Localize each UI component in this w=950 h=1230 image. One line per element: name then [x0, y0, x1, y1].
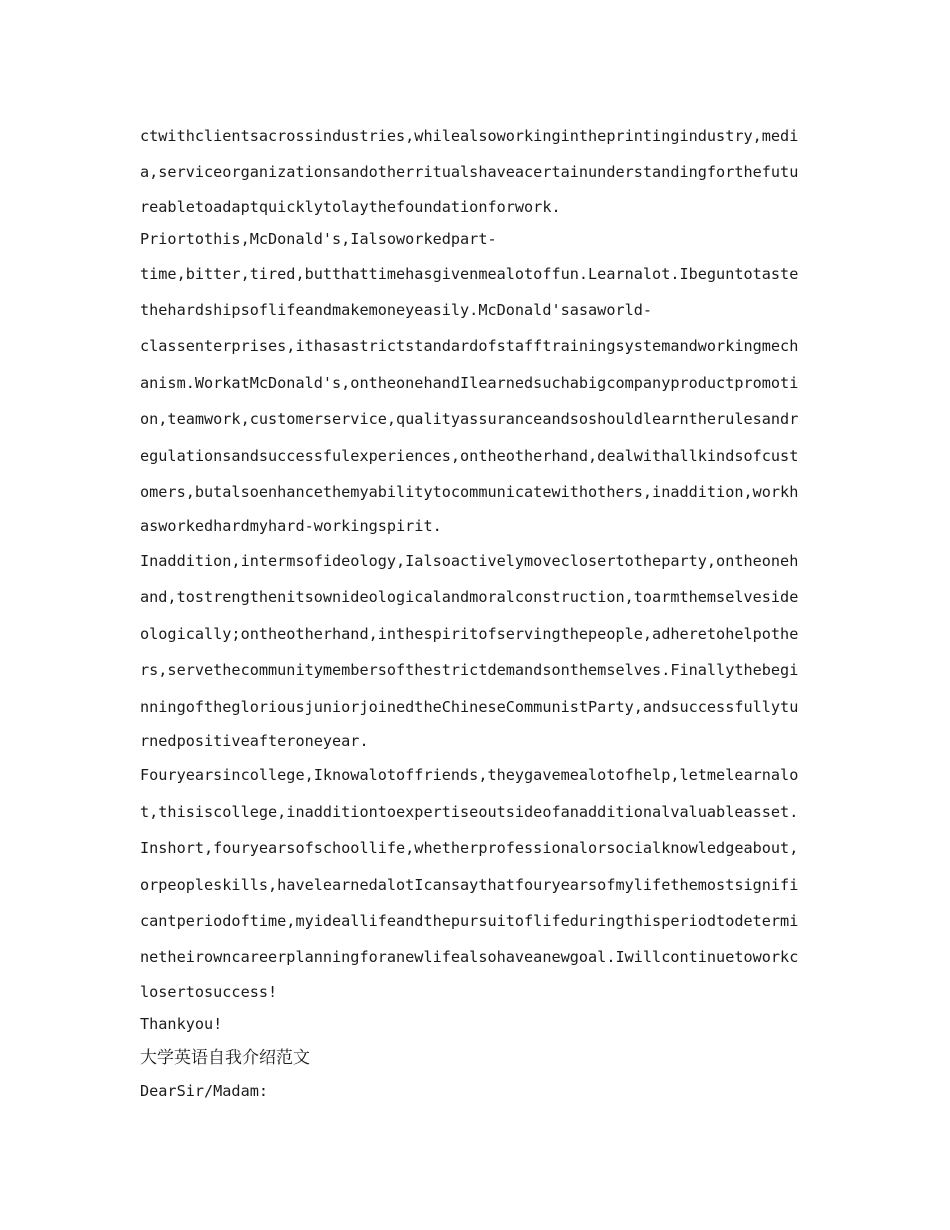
- text-line: and,tostrengthenitsownideologicalandmoralconstruction,toarmthemselveside: [140, 588, 799, 607]
- text-line: Inaddition,intermsofideology,Ialsoactivelymoveclosertotheparty,ontheoneh: [140, 551, 799, 570]
- paragraph-4: [140, 757, 815, 1008]
- text-line: orpeopleskills,havelearnedalotIcansaythatfouryearsofmylifethemostsignifi: [140, 875, 799, 894]
- text-line: Inshort,fouryearsofschoollife,whetherprofessionalorsocialknowledgeabout,: [140, 839, 799, 858]
- text-line: rs,servethecommunitymembersofthestrictdemandsonthemselves.Finallythebegi: [140, 661, 799, 680]
- closing-line: Thankyou!: [140, 1015, 223, 1034]
- text-line: t,thisiscollege,inadditiontoexpertiseoutsideofanadditionalvaluableasset.: [140, 802, 799, 821]
- text-line: thehardshipsoflifeandmakemoneyeasily.McDonald'sasaworld-: [140, 301, 653, 320]
- paragraph-3: [140, 543, 815, 757]
- text-line: time,bitter,tired,butthattimehasgivenmealotoffun.Learnalot.Ibeguntotaste: [140, 264, 799, 283]
- text-line: reabletoadaptquicklytolaythefoundationforwork.: [140, 197, 561, 216]
- text-line: anism.WorkatMcDonald's,ontheonehandIlearnedsuchabigcompanyproductpromoti: [140, 373, 799, 392]
- text-line: ctwithclientsacrossindustries,whilealsoworkingintheprintingindustry,medi: [140, 127, 799, 145]
- text-line: netheirowncareerplanningforanewlifealsohaveanewgoal.Iwillcontinuetoworkc: [140, 948, 799, 967]
- salutation: DearSir/Madam:: [140, 1081, 269, 1100]
- text-line: losertosuccess!: [140, 982, 278, 1001]
- text-line: Fouryearsincollege,Iknowalotoffriends,theygavemealotofhelp,letmelearnalo: [140, 766, 799, 785]
- paragraph-1: [140, 118, 815, 223]
- text-line: asworkedhardmyhard-workingspirit.: [140, 517, 442, 536]
- document-body: [140, 118, 815, 1107]
- text-line: ologically;ontheotherhand,inthespiritofservingthepeople,adheretohelpothe: [140, 624, 799, 643]
- text-line: Priortothis,McDonald's,Ialsoworkedpart-: [140, 230, 497, 249]
- text-line: nningofthegloriousjuniorjoinedtheChineseCommunistParty,andsuccessfullytu: [140, 697, 799, 716]
- text-line: omers,butalsoenhancethemyabilitytocommunicatewithothers,inaddition,workh: [140, 483, 799, 502]
- paragraph-2: [140, 223, 815, 543]
- section-title: 大学英语自我介绍范文: [140, 1047, 310, 1068]
- text-line: on,teamwork,customerservice,qualityassuranceandsoshouldlearntherulesandr: [140, 410, 799, 429]
- text-line: egulationsandsuccessfulexperiences,ontheotherhand,dealwithallkindsofcust: [140, 446, 799, 465]
- text-line: cantperiodoftime,myideallifeandthepursuitoflifeduringthisperiodtodetermi: [140, 911, 799, 930]
- text-line: rnedpositiveafteroneyear.: [140, 731, 369, 750]
- text-line: classenterprises,ithasastrictstandardofstafftrainingsystemandworkingmech: [140, 337, 799, 356]
- text-line: a,serviceorganizationsandotherritualshaveacertainunderstandingforthefutu: [140, 163, 799, 182]
